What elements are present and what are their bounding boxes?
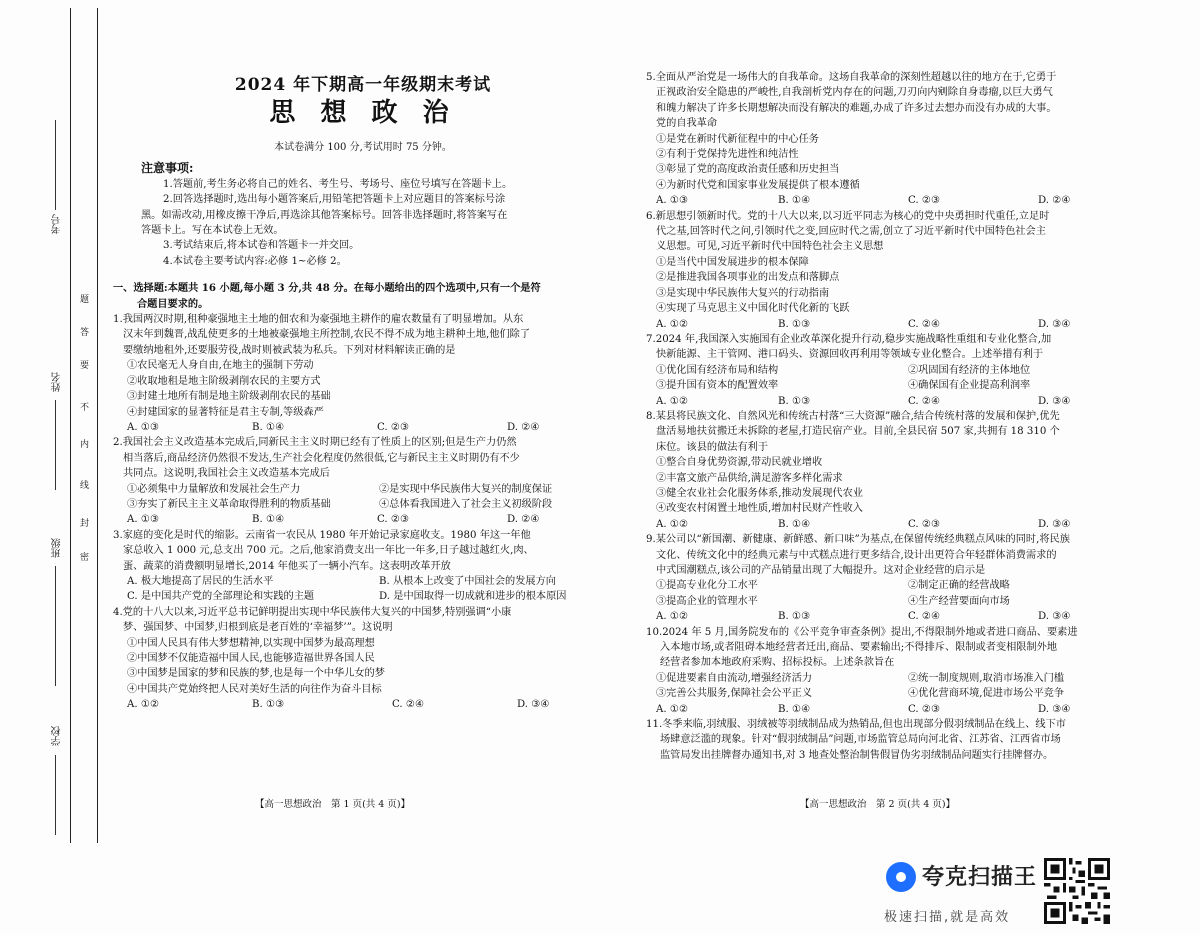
seal-char: 线	[80, 481, 90, 491]
question-10-stem: 10.2024 年 5 月,国务院发布的《公平竞争审查条例》提出,不得限制外地或者进口商品、要素进	[646, 626, 1078, 638]
option-b[interactable]: B. ①③	[778, 318, 811, 330]
question-6-stem: 义思想。可见,习近平新时代中国特色社会主义思想	[656, 241, 884, 253]
question-7-item: ①优化国有经济布局和结构	[656, 364, 779, 376]
option-d[interactable]: D. ③④	[1038, 395, 1071, 407]
question-7-stem: 快新能源、主干管网、港口码头、资源回收再利用等领域专业化整合。上述举措有利于	[656, 349, 1044, 361]
question-10-items	[646, 671, 1166, 686]
qr-code-icon	[1044, 858, 1110, 924]
question-1-item: ②收取地租是地主阶级剥削农民的主要方式	[127, 375, 321, 387]
question-3-stem: 蛋、蔬菜的消费额明显增长,2014 年他买了一辆小汽车。这表明改革开放	[123, 560, 451, 572]
question-2-options	[113, 512, 613, 527]
option-d[interactable]: D. ③④	[1038, 611, 1071, 623]
question-1-stem: 汉末年到魏晋,战乱使更多的土地被豪强地主所控制,农民不得不成为地主耕种土地,他们除了	[123, 329, 531, 341]
question-3-stem: 3.家庭的变化是时代的缩影。云南省一农民从 1980 年开始记录家庭收支。1980 年这一年他	[113, 529, 531, 541]
watermark-brand: 夸克扫描王	[922, 865, 1038, 890]
question-9-stem: 文化、传统文化中的经典元素与中式糕点进行更多结合,设计出更符合年轻群体消费需求的	[656, 549, 1057, 561]
question-2-item: ④总体看我国进入了社会主义初级阶段	[379, 498, 553, 510]
question-4-options	[113, 697, 613, 712]
question-8-item: ③健全农业社会化服务体系,推动发展现代农业	[656, 487, 863, 499]
question-2-stem: 2.我国社会主义改造基本完成后,同新民主主义时期已经有了性质上的区别;但是生产力仍然	[113, 437, 517, 449]
option-d[interactable]: D. ②④	[507, 421, 540, 433]
option-c[interactable]: C. 是中国共产党的全部理论和实践的主题	[127, 591, 315, 603]
question-5-item: ④为新时代党和国家事业发展提供了根本遵循	[656, 179, 860, 191]
notice-title: 注意事项:	[141, 161, 194, 176]
question-6-item: ②是推进我国各项事业的出发点和落脚点	[656, 272, 840, 284]
option-a[interactable]: A. ①②	[656, 703, 689, 715]
notice-line: 1.答题前,考生务必将自己的姓名、考生号、考场号、座位号填写在答题卡上。	[163, 178, 513, 190]
question-8-item: ②丰富文旅产品供给,满足游客多样化需求	[656, 472, 843, 484]
question-1-options	[113, 420, 613, 435]
seal-char: 不	[80, 403, 90, 413]
exam-info: 本试卷满分 100 分,考试用时 75 分钟。	[274, 142, 452, 153]
question-5-item: ①是党在新时代新征程中的中心任务	[656, 133, 819, 145]
question-10-item: ①促进要素自由流动,增强经济活力	[656, 672, 813, 684]
question-4-item: ①中国人民具有伟大梦想精神,以实现中国梦为最高理想	[127, 637, 375, 649]
question-4-item: ④中国共产党始终把人民对美好生活的向往作为奋斗目标	[127, 683, 382, 695]
option-b[interactable]: B. ①④	[778, 703, 811, 715]
question-4-stem: 梦、强国梦、中国梦,归根到底是老百姓的‘幸福梦’”。这说明	[123, 622, 393, 634]
question-10-item: ④优化营商环境,促进市场公平竞争	[908, 688, 1065, 700]
question-2-stem: 相当落后,商品经济仍然很不发达,生产社会化程度仍然很低,它与新民主主义时期仍有不少	[123, 452, 520, 464]
seal-char: 要	[80, 361, 90, 371]
field-class-line	[55, 566, 56, 686]
question-11-stem: 场肆意泛滥的现象。针对“假羽绒制品”问题,市场监管总局向河北省、江苏省、江西省市场	[660, 734, 1061, 746]
option-b[interactable]: B. ①④	[252, 421, 285, 433]
question-9-item: ④生产经营要面向市场	[908, 595, 1010, 607]
question-9-items	[646, 578, 1166, 593]
question-7-options	[646, 394, 1166, 409]
seal-char: 封	[80, 519, 90, 529]
option-b[interactable]: B. ①③	[252, 699, 285, 711]
question-6-stem: 代之基,回答时代之问,引领时代之变,回应时代之需,创立了习近平新时代中国特色社会主	[656, 226, 1046, 238]
question-1-stem: 1.我国两汉时期,租种豪强地主土地的佃农和为豪强地主耕作的雇农数量有了明显增加。从东	[113, 314, 524, 326]
notice-line: 2.回答选择题时,选出每小题答案后,用铅笔把答题卡上对应题目的答案标号涂	[163, 194, 506, 206]
option-b[interactable]: B. ①④	[778, 518, 811, 530]
field-school-label: 学校	[52, 726, 63, 746]
question-3-stem: 家总收入 1 000 元,总支出 700 元。之后,他家消费支出一年比一年多,日子越过越红火,肉、	[123, 545, 534, 557]
question-6-item: ④实现了马克思主义中国化时代化新的飞跃	[656, 303, 850, 315]
question-8-options	[646, 517, 1166, 532]
option-a[interactable]: A. ①③	[127, 514, 160, 526]
question-2-item: ②是实现中华民族伟大复兴的制度保证	[379, 483, 553, 495]
page-2-footer: 【高一思想政治 第 2 页(共 4 页)】	[800, 799, 956, 810]
question-5-stem: 正视政治安全隐患的严峻性,自我剖析党内存在的问题,刀刃向内剜除自身毒瘤,以巨大勇气	[656, 87, 1053, 99]
question-8-stem: 床位。该县的做法有利于	[656, 441, 769, 453]
option-c[interactable]: C. ②③	[377, 514, 410, 526]
question-8-stem: 盘活易地扶贫搬迁未拆除的老屋,打造民宿产业。目前,全县民宿 507 家,共拥有 18 310 个	[656, 426, 1060, 438]
option-a[interactable]: A. ①②	[656, 395, 689, 407]
question-10-item: ③完善公共服务,保障社会公平正义	[656, 688, 813, 700]
notice-line: 答题卡上。写在本试卷上无效。	[141, 225, 284, 237]
question-7-item: ④确保国有企业提高利润率	[908, 380, 1031, 392]
section-heading: 一、选择题:本题共 16 小题,每小题 3 分,共 48 分。在每小题给出的四个选项中,只有一个是符	[113, 282, 541, 295]
question-7-item: ③提升国有资本的配置效率	[656, 380, 779, 392]
question-5-item: ③彰显了党的高度政治责任感和历史担当	[656, 164, 840, 176]
field-school-line	[55, 755, 56, 835]
binding-border-right	[97, 8, 98, 843]
notice-line: 黑。如需改动,用橡皮擦干净后,再选涂其他答案标号。回答非选择题时,将答案写在	[141, 209, 508, 221]
field-class-label: 班级	[52, 538, 63, 558]
question-2-stem: 共同点。这说明,我国社会主义改造基本完成后	[123, 468, 330, 480]
option-d[interactable]: D. 是中国取得一切成就和进步的根本原因	[379, 591, 567, 603]
option-c[interactable]: C. ②④	[908, 318, 941, 330]
quark-logo-icon	[886, 862, 916, 892]
question-2-item: ③夯实了新民主主义革命取得胜利的物质基础	[127, 498, 331, 510]
question-10-options	[646, 702, 1166, 717]
question-1-item: ④封建国家的显著特征是君主专制,等级森严	[127, 406, 324, 418]
option-c[interactable]: C. ②③	[908, 195, 941, 207]
question-4-item: ②中国梦不仅能造福中国人民,也能够造福世界各国人民	[127, 653, 375, 664]
question-5-options	[646, 193, 1166, 208]
option-d[interactable]: D. ②④	[507, 514, 540, 526]
option-b[interactable]: B. ①④	[778, 195, 811, 207]
option-d[interactable]: D. ③④	[517, 699, 550, 711]
question-11-stem: 监管局发出挂牌督办通知书,对 3 地查处整治制售假冒伪劣羽绒制品问题实行挂牌督办。	[660, 749, 1054, 761]
field-kaohao-label: 考号	[52, 214, 63, 234]
question-8-stem: 8.某县将民族文化、自然风光和传统古村落“三大资源”融合,结合传统村落的发展和保护,优先	[646, 410, 1060, 422]
question-9-stem: 中式国潮糕点,该公司的产品销量出现了大幅提升。这对企业经营的启示是	[656, 565, 986, 576]
option-b[interactable]: B. ①③	[778, 611, 811, 623]
question-9-options	[646, 609, 1166, 624]
option-a[interactable]: A. ①②	[656, 518, 689, 530]
question-7-items	[646, 363, 1166, 378]
question-10-stem: 入本地市场,或者阻碍本地经营者迁出,商品、要素输出;不得排斥、限制或者变相限制外地	[660, 642, 1058, 654]
question-2-items	[113, 482, 613, 497]
option-c[interactable]: C. ②④	[392, 699, 425, 711]
question-1-item: ③封建土地所有制是地主阶级剥削农民的基础	[127, 391, 331, 403]
section-heading-cont: 合题目要求的。	[137, 297, 209, 310]
seal-char: 内	[80, 440, 90, 450]
option-d[interactable]: D. ③④	[1038, 518, 1071, 530]
option-a[interactable]: A. ①②	[656, 611, 689, 623]
question-2-items	[113, 497, 613, 512]
question-2-item: ①必须集中力量解放和发展社会生产力	[127, 483, 301, 495]
question-5-stem: 5.全面从严治党是一场伟大的自我革命。这场自我革命的深刻性超越以往的地方在于,它勇于	[646, 72, 1057, 83]
page-1-column	[113, 74, 613, 713]
question-1-item: ①农民毫无人身自由,在地主的强制下劳动	[127, 360, 314, 372]
notice-line: 3.考试结束后,将本试卷和答题卡一并交回。	[163, 240, 360, 252]
question-5-item: ②有利于党保持先进性和纯洁性	[656, 149, 799, 161]
question-6-stem: 6.新思想引领新时代。党的十八大以来,以习近平同志为核心的党中央勇担时代重任,立足时	[646, 210, 1050, 222]
question-4-stem: 4.党的十八大以来,习近平总书记鲜明提出实现中华民族伟大复兴的中国梦,特别强调“小康	[113, 606, 512, 618]
question-4-item: ③中国梦是国家的梦和民族的梦,也是每一个中华儿女的梦	[127, 668, 385, 680]
question-6-item: ③是实现中华民族伟大复兴的行动指南	[656, 287, 830, 299]
question-6-item: ①是当代中国发展进步的根本保障	[656, 256, 809, 268]
watermark-slogan: 极速扫描,就是高效	[884, 910, 1011, 925]
question-5-stem: 党的自我革命	[656, 118, 718, 130]
question-10-item: ②统一制度规则,取消市场准入门槛	[908, 672, 1065, 684]
option-b[interactable]: B. ①③	[778, 395, 811, 407]
question-8-item: ①整合自身优势资源,带动民就业增收	[656, 457, 823, 469]
field-name-line	[55, 400, 56, 490]
option-c[interactable]: C. ②③	[908, 703, 941, 715]
binding-border	[70, 8, 71, 843]
option-a[interactable]: A. ①②	[127, 699, 160, 711]
question-6-options	[646, 317, 1166, 332]
option-b[interactable]: B. 从根本上改变了中国社会的发展方向	[379, 575, 556, 587]
seal-char: 密	[80, 553, 90, 563]
question-9-item: ②制定正确的经营战略	[908, 580, 1010, 592]
page-2-column	[646, 70, 1166, 763]
question-9-items	[646, 594, 1166, 609]
option-c[interactable]: C. ②④	[908, 611, 941, 623]
notice-line: 4.本试卷主要考试内容:必修 1~必修 2。	[163, 255, 347, 267]
question-3-options	[113, 574, 613, 589]
question-7-item: ②巩固国有经济的主体地位	[908, 364, 1031, 376]
option-a[interactable]: A. 极大地提高了居民的生活水平	[127, 575, 274, 587]
question-5-stem: 和魄力解决了许多长期想解决而没有解决的难题,办成了许多过去想办而没有办成的大事。	[656, 102, 1057, 114]
question-9-item: ③提高企业的管理水平	[656, 595, 758, 607]
option-c[interactable]: C. ②③	[908, 518, 941, 530]
option-d[interactable]: D. ②④	[1038, 195, 1071, 207]
question-11-stem: 11.冬季来临,羽绒服、羽绒被等羽绒制品成为热销品,但也出现部分假羽绒制品在线上、线下市	[646, 719, 1066, 731]
question-10-stem: 经营者参加本地政府采购、招标投标。上述条款旨在	[660, 657, 895, 669]
exam-title: 2024 年下期高一年级期末考试	[234, 75, 492, 95]
option-c[interactable]: C. ②④	[908, 395, 941, 407]
question-9-item: ①提高专业化分工水平	[656, 580, 758, 592]
option-b[interactable]: B. ①④	[252, 514, 285, 526]
seal-char: 答	[80, 328, 90, 338]
option-c[interactable]: C. ②③	[377, 421, 410, 433]
page-1-footer: 【高一思想政治 第 1 页(共 4 页)】	[255, 799, 411, 810]
field-kaohao-line	[55, 120, 56, 210]
option-d[interactable]: D. ③④	[1038, 703, 1071, 715]
option-d[interactable]: D. ③④	[1038, 318, 1071, 330]
option-a[interactable]: A. ①②	[656, 318, 689, 330]
question-10-items	[646, 686, 1166, 701]
subject-title: 思 想 政 治	[269, 98, 457, 128]
question-8-item: ④改变农村闲置土地性质,增加村民财产性收入	[656, 503, 863, 515]
option-a[interactable]: A. ①③	[127, 421, 160, 433]
question-7-stem: 7.2024 年,我国深入实施国有企业改革深化提升行动,稳步实施战略性重组和专业化整合,加	[646, 333, 1052, 345]
question-9-stem: 9.某公司以“新国潮、新健康、新鲜感、新口味”为基点,在保留传统经典糕点风味的同时,将民族	[646, 534, 1070, 546]
question-7-items	[646, 378, 1166, 393]
option-a[interactable]: A. ①③	[656, 195, 689, 207]
question-1-stem: 要缴纳地租外,还要服劳役,战时则被武装为私兵。下列对材料解读正确的是	[123, 344, 456, 356]
question-3-options	[113, 589, 613, 604]
field-name-label: 姓名	[52, 372, 63, 392]
seal-char: 题	[80, 295, 90, 305]
